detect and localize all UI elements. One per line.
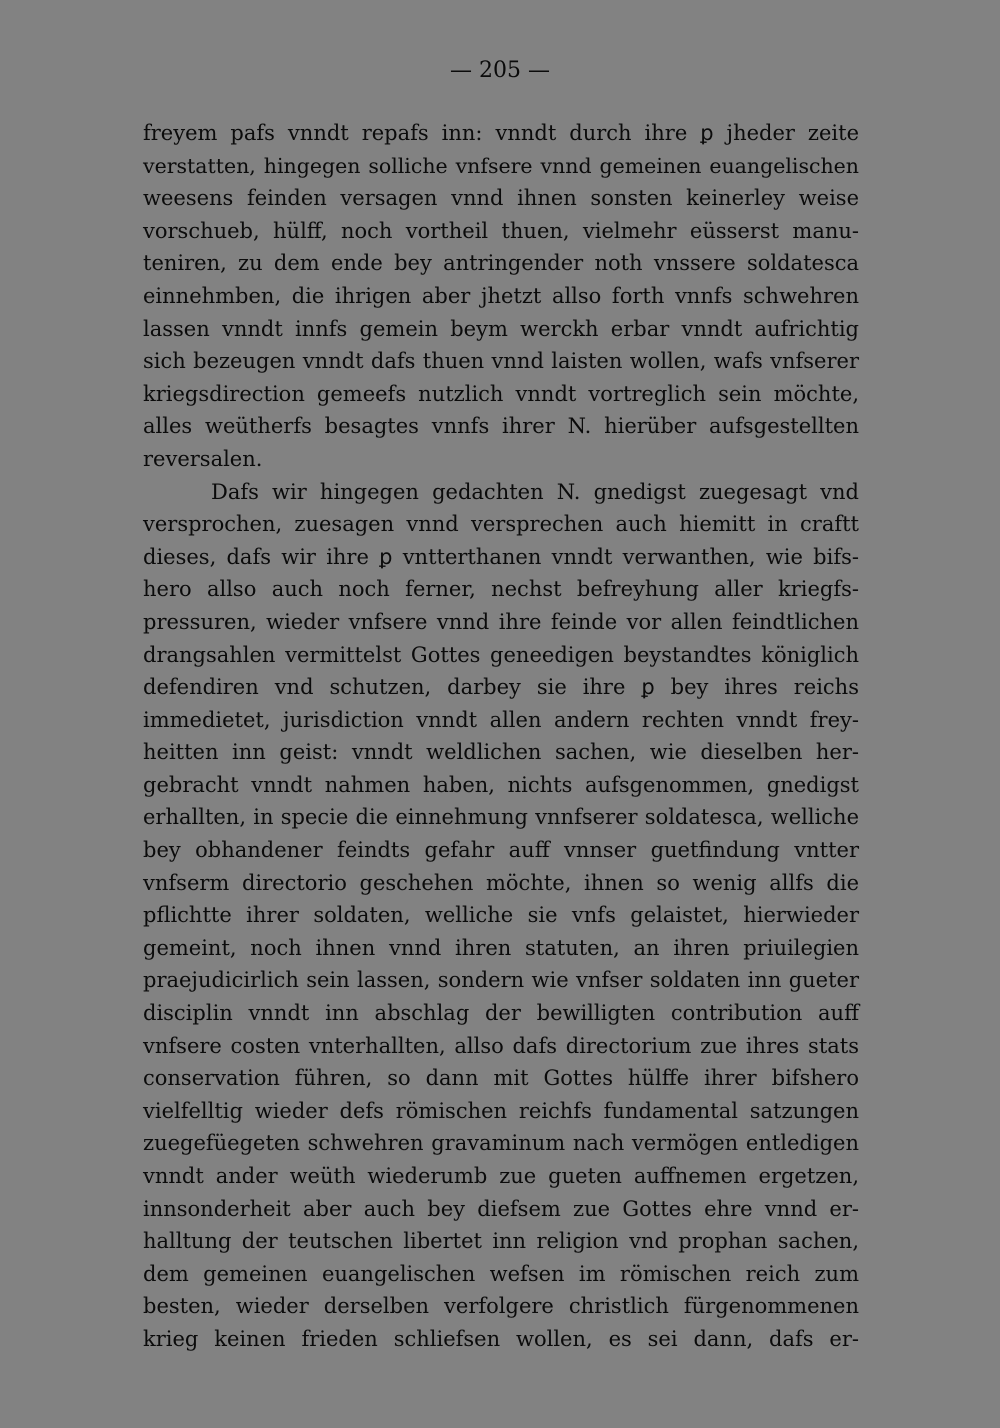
text-line: verstatten, hingegen solliche vnfsere vnnd gemeinen euangelischen (143, 153, 859, 178)
text-line: lassen vnndt innfs gemein beym werckh erbar vnndt aufrichtig (143, 316, 859, 341)
text-line: zuegefüegeten schwehren gravaminum nach vermögen entledigen (143, 1131, 859, 1156)
text-line: vnfserm directorio geschehen möchte, ihnen so wenig allfs die (143, 870, 859, 895)
text-line: immedietet, jurisdiction vnndt allen andern rechten vnndt frey- (143, 707, 859, 732)
paragraph (143, 117, 859, 476)
text-line: dieses, dafs wir ihre ꝑ vntterthanen vnndt verwanthen, wie bifs- (143, 544, 859, 569)
text-line: bey obhandener feindts gefahr auff vnnser guetfindung vntter (143, 838, 859, 863)
text-line: sich bezeugen vnndt dafs thuen vnnd laisten wollen, wafs vnfserer (143, 349, 859, 374)
text-line: innsonderheit aber auch bey diefsem zue Gottes ehre vnnd er- (143, 1196, 859, 1221)
text-line: pressuren, wieder vnfsere vnnd ihre feinde vor allen feindtlichen (143, 609, 859, 634)
text-line: hero allso auch noch ferner, nechst befreyhung aller kriegfs- (143, 577, 859, 602)
text-line: reversalen. (143, 446, 263, 471)
text-line: conservation führen, so dann mit Gottes hülffe ihrer bifshero (143, 1066, 859, 1091)
text-line: pflichtte ihrer soldaten, welliche sie vnfs gelaistet, hierwieder (143, 903, 859, 928)
text-line: gebracht vnndt nahmen haben, nichts aufsgenommen, gnedigst (143, 772, 859, 797)
text-line: teniren, zu dem ende bey antringender noth vnssere soldatesca (143, 251, 859, 276)
text-line: disciplin vnndt inn abschlag der bewilligten contribution auff (143, 1001, 859, 1026)
text-line: defendiren vnd schutzen, darbey sie ihre ꝑ bey ihres reichs (143, 675, 859, 700)
text-line: vielfelltig wieder defs römischen reichfs fundamental satzungen (143, 1098, 859, 1123)
text-line: versprochen, zuesagen vnnd versprechen auch hiemitt in craftt (143, 512, 859, 537)
text-line: krieg keinen frieden schliefsen wollen, es sei dann, dafs er- (143, 1326, 859, 1351)
body-text (143, 117, 859, 1356)
text-line: vnndt ander weüth wiederumb zue gueten auffnemen ergetzen, (143, 1164, 859, 1188)
text-line: halltung der teutschen libertet inn religion vnd prophan sachen, (143, 1229, 859, 1254)
text-line: drangsahlen vermittelst Gottes geneedigen beystandtes königlich (143, 642, 859, 667)
text-line: vorschueb, hülff, noch vortheil thuen, vielmehr eüsserst manu- (143, 218, 859, 243)
paragraph (143, 476, 859, 1356)
text-line: heitten inn geist: vnndt weldlichen sachen, wie dieselben her- (143, 740, 859, 765)
page-number: — 205 — (450, 58, 550, 83)
text-line: weesens feinden versagen vnnd ihnen sonsten keinerley weise (143, 186, 859, 211)
text-line: praejudicirlich sein lassen, sondern wie vnfser soldaten inn gueter (143, 968, 859, 993)
text-line: kriegsdirection gemeefs nutzlich vnndt vortreglich sein möchte, (143, 381, 859, 406)
text-line: einnehmben, die ihrigen aber jhetzt allso forth vnnfs schwehren (143, 283, 859, 308)
text-line: alles weütherfs besagtes vnnfs ihrer N. hierüber aufsgestellten (143, 414, 859, 439)
text-line: gemeint, noch ihnen vnnd ihren statuten, an ihren priuilegien (143, 935, 859, 960)
text-line: Dafs wir hingegen gedachten N. gnedigst zuegesagt vnd (211, 479, 859, 504)
text-line: dem gemeinen euangelischen wefsen im römischen reich zum (143, 1261, 859, 1286)
text-line: erhallten, in specie die einnehmung vnnfserer soldatesca, welliche (143, 805, 859, 830)
text-line: besten, wieder derselben verfolgere christlich fürgenommenen (143, 1294, 859, 1319)
text-line: vnfsere costen vnterhallten, allso dafs directorium zue ihres stats (143, 1033, 859, 1058)
text-line: freyem pafs vnndt repafs inn: vnndt durch ihre ꝑ jheder zeite (143, 121, 859, 145)
